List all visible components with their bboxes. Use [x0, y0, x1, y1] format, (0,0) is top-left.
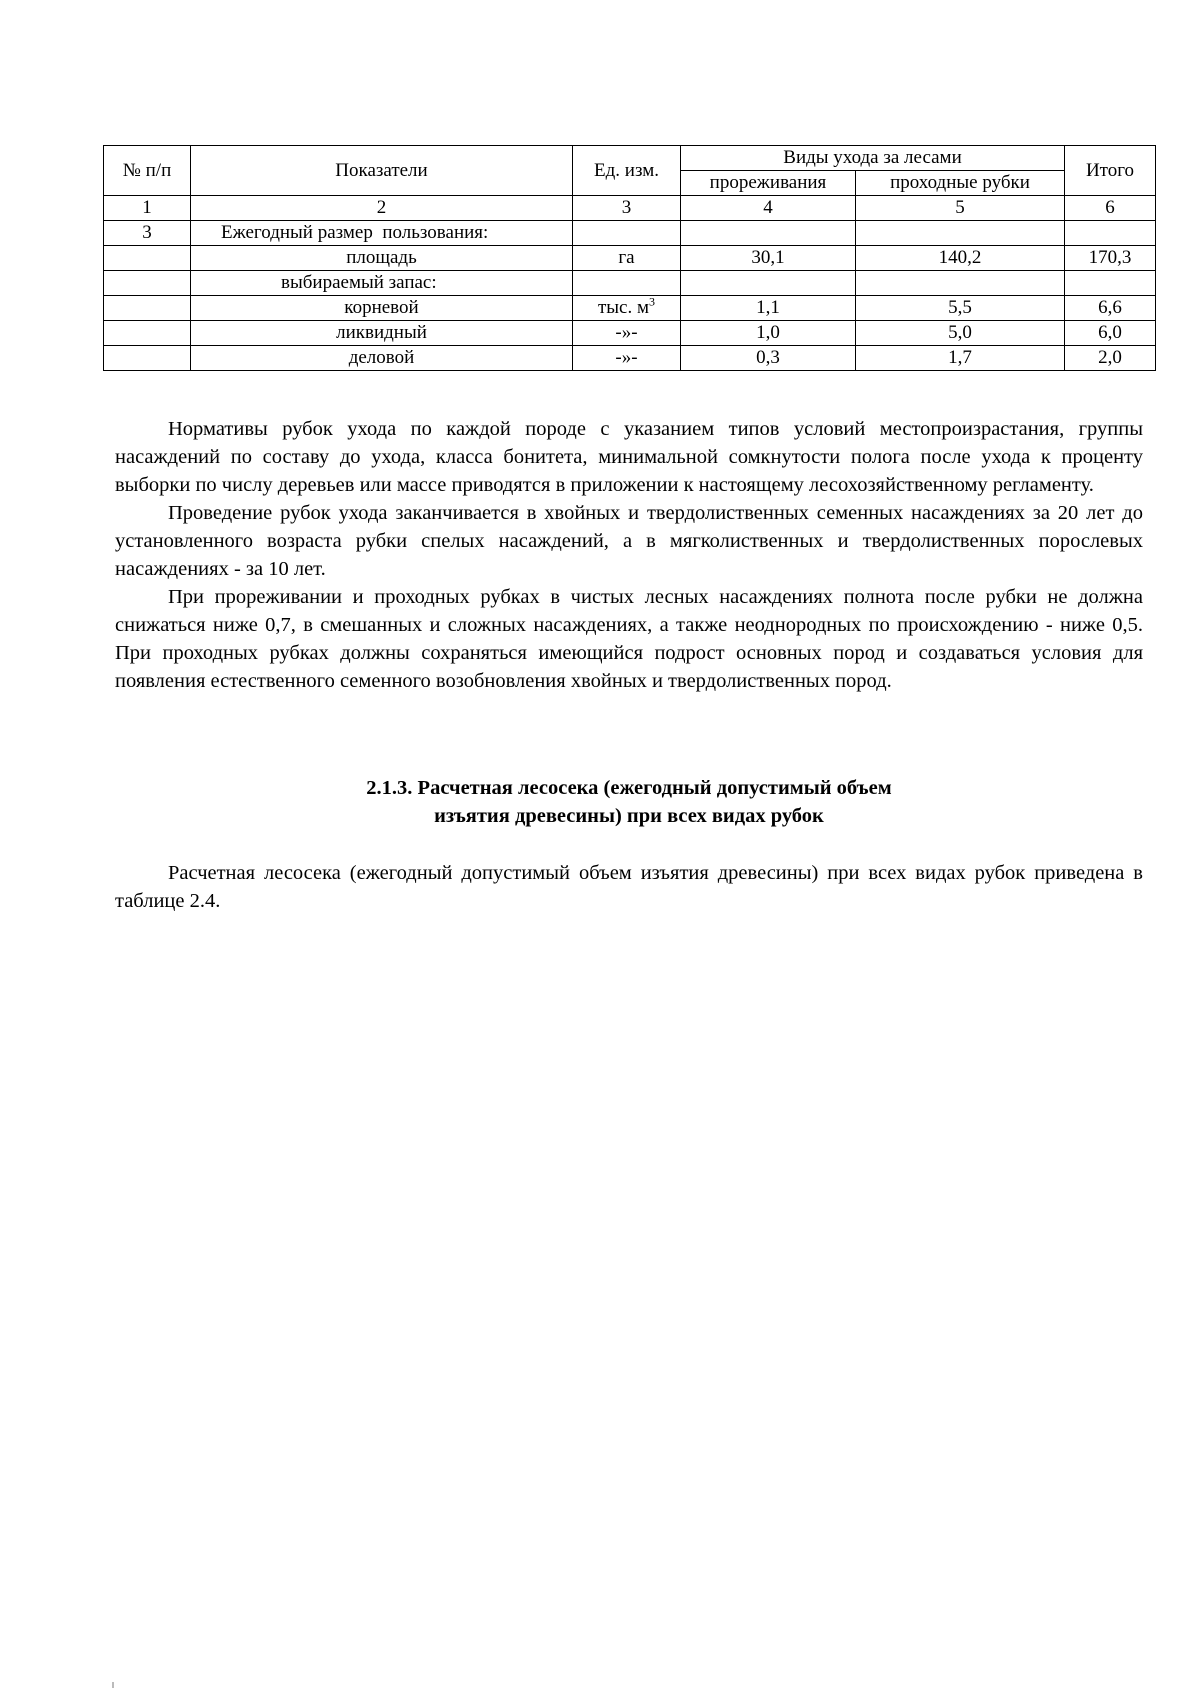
paragraph: Проведение рубок ухода заканчивается в хвойных и твердолиственных семенных насаждениях за 20 лет до установленного возраста рубки спелых насаждений, а в мягколиственных и твердолиственных порослевых насаждениях - за 10 лет. — [115, 502, 1143, 580]
row-thinning — [681, 221, 856, 246]
row-unit — [573, 296, 681, 321]
unit-superscript: 3 — [649, 294, 656, 309]
row-indicator: корневой — [191, 296, 573, 321]
row-unit — [573, 271, 681, 296]
row-thinning — [681, 271, 856, 296]
header-thinning: прореживания — [681, 171, 856, 196]
header-num: № п/п — [104, 146, 191, 196]
table-number-row — [104, 196, 1156, 221]
row-unit: га — [573, 246, 681, 271]
paragraph: Расчетная лесосека (ежегодный допустимый объем изъятия древесины) при всех видах рубок приведена в таблице 2.4. — [115, 862, 1143, 912]
row-indicator: площадь — [191, 246, 573, 271]
page-mark — [112, 1682, 114, 1688]
number-cell: 1 — [104, 196, 191, 221]
table-row — [104, 271, 1156, 296]
row-thinning: 1,1 — [681, 296, 856, 321]
row-num: 3 — [104, 221, 191, 246]
row-total — [1065, 221, 1156, 246]
number-cell: 3 — [573, 196, 681, 221]
row-passage: 5,5 — [856, 296, 1065, 321]
row-total: 2,0 — [1065, 346, 1156, 371]
header-indicator: Показатели — [191, 146, 573, 196]
row-thinning: 0,3 — [681, 346, 856, 371]
row-num — [104, 271, 191, 296]
row-unit — [573, 221, 681, 246]
header-unit: Ед. изм. — [573, 146, 681, 196]
row-num — [104, 321, 191, 346]
row-thinning: 30,1 — [681, 246, 856, 271]
row-indicator: ликвидный — [191, 321, 573, 346]
unit-text: тыс. м — [597, 297, 650, 318]
row-indicator: Ежегодный размер пользования: — [191, 221, 573, 246]
row-indicator: деловой — [191, 346, 573, 371]
heading-line: изъятия древесины) при всех видах рубок — [434, 805, 824, 827]
row-num — [104, 246, 191, 271]
number-cell: 6 — [1065, 196, 1156, 221]
header-group: Виды ухода за лесами — [681, 146, 1065, 171]
row-passage: 5,0 — [856, 321, 1065, 346]
table-row — [104, 321, 1156, 346]
row-unit: -»- — [573, 346, 681, 371]
table-row — [104, 296, 1156, 321]
heading-line: 2.1.3. Расчетная лесосека (ежегодный допустимый объем — [366, 777, 892, 799]
row-passage: 1,7 — [856, 346, 1065, 371]
number-cell: 4 — [681, 196, 856, 221]
header-total: Итого — [1065, 146, 1156, 196]
number-cell: 2 — [191, 196, 573, 221]
row-total — [1065, 271, 1156, 296]
table-row — [104, 221, 1156, 246]
header-passage: проходные рубки — [856, 171, 1065, 196]
paragraph: При прореживании и проходных рубках в чистых лесных насаждениях полнота после рубки не должна снижаться ниже 0,7, в смешанных и сложных насаждениях, а также неоднородных по происхождению - ниже 0,5. При проходных рубках должны сохраняться имеющийся подрост основных пород и создаваться условия для появления естественного семенного возобновления хвойных и твердолиственных пород. — [115, 586, 1143, 692]
body-text — [115, 415, 1143, 695]
forest-care-table — [103, 145, 1156, 371]
number-cell: 5 — [856, 196, 1065, 221]
table-header-row — [104, 146, 1156, 171]
row-thinning: 1,0 — [681, 321, 856, 346]
row-num — [104, 346, 191, 371]
row-total: 170,3 — [1065, 246, 1156, 271]
row-num — [104, 296, 191, 321]
section-heading — [115, 774, 1143, 830]
row-unit: -»- — [573, 321, 681, 346]
row-total: 6,0 — [1065, 321, 1156, 346]
row-passage — [856, 271, 1065, 296]
table-row — [104, 246, 1156, 271]
row-passage — [856, 221, 1065, 246]
final-text — [115, 859, 1143, 915]
row-total: 6,6 — [1065, 296, 1156, 321]
row-indicator: выбираемый запас: — [191, 271, 573, 296]
table-row — [104, 346, 1156, 371]
row-passage: 140,2 — [856, 246, 1065, 271]
paragraph: Нормативы рубок ухода по каждой породе с указанием типов условий местопроизрастания, группы насаждений по составу до ухода, класса бонитета, минимальной сомкнутости полога после ухода к проценту выборки по числу деревьев или массе приводятся в приложении к настоящему лесохозяйственному регламенту. — [115, 418, 1143, 496]
